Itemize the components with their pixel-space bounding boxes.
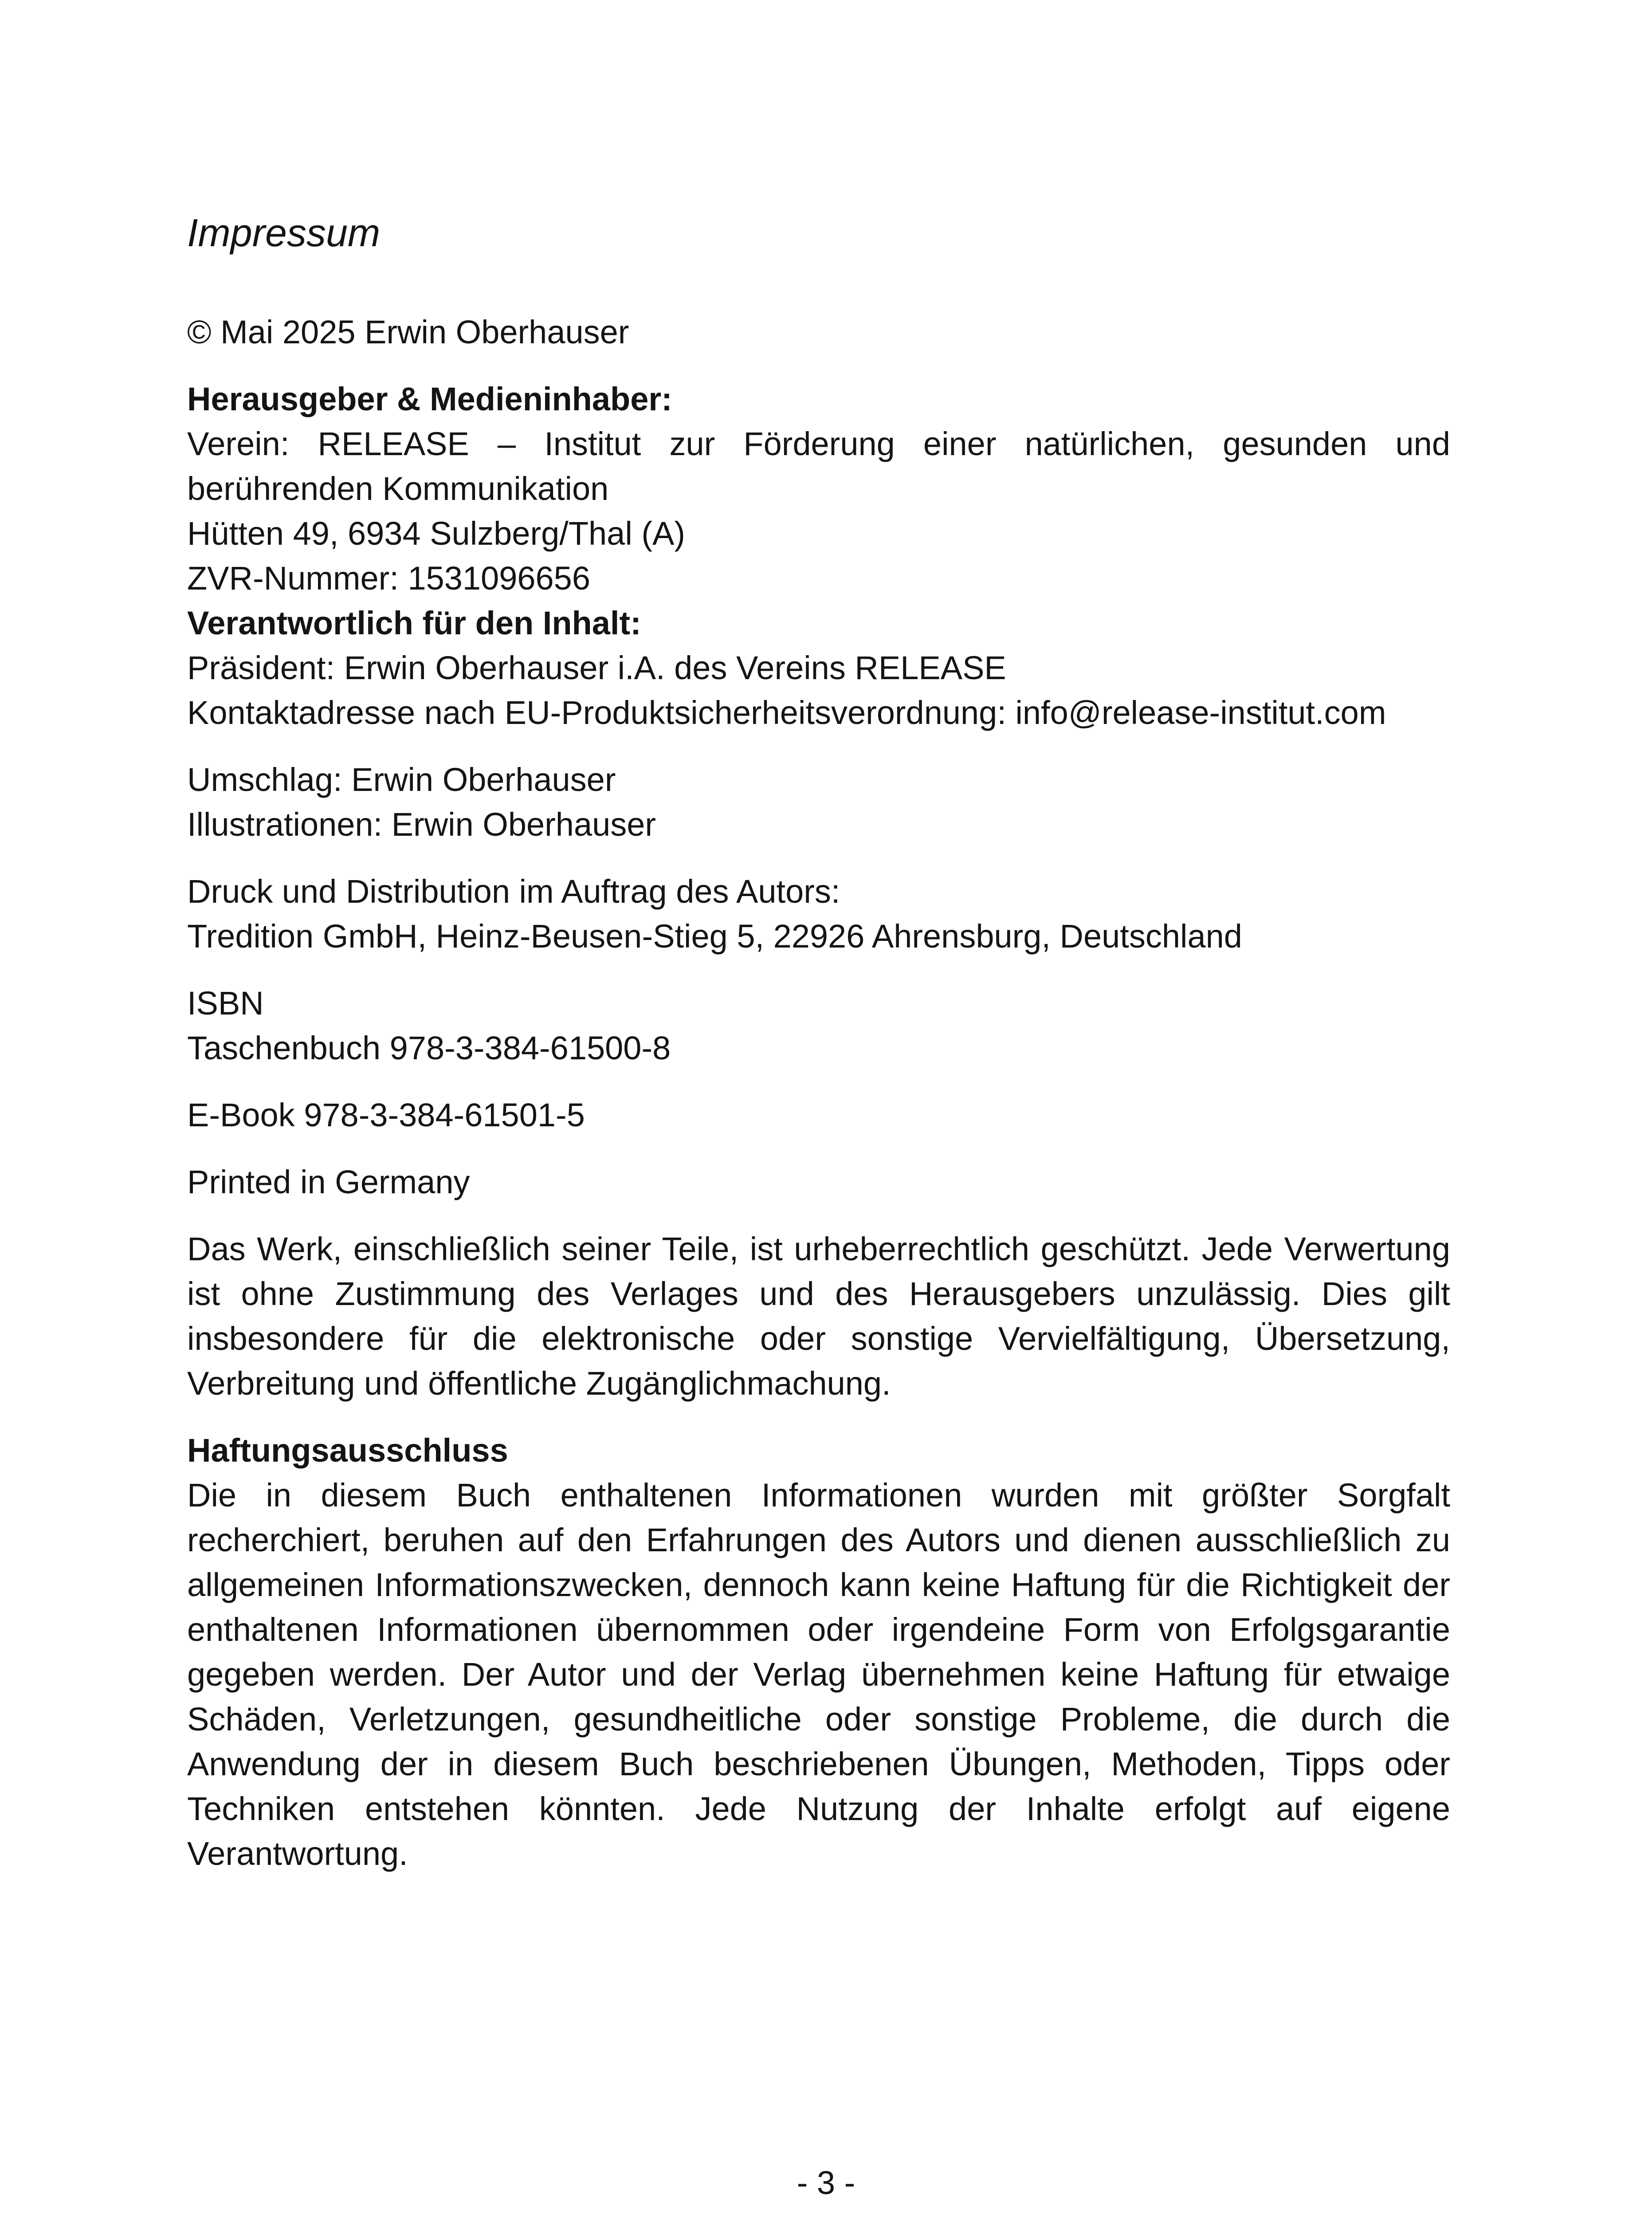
isbn-ebook: E-Book 978-3-384-61501-5: [187, 1097, 585, 1133]
imprint-page: [187, 208, 1450, 1898]
printing-block: [187, 869, 1450, 959]
responsible-contact: Kontaktadresse nach EU-Produktsicherheitsverordnung: info@release-institut.com: [187, 694, 1386, 731]
isbn-paperback: Taschenbuch 978-3-384-61500-8: [187, 1030, 671, 1066]
publisher-address: Hütten 49, 6934 Sulzberg/Thal (A): [187, 515, 685, 552]
printing-company: Tredition GmbH, Heinz-Beusen-Stieg 5, 22926 Ahrensburg, Deutschland: [187, 918, 1242, 955]
copyright-notice-block: [187, 1227, 1450, 1406]
responsible-president: Präsident: Erwin Oberhauser i.A. des Vereins RELEASE: [187, 649, 1006, 686]
credits-block: [187, 757, 1450, 847]
publisher-zvr: ZVR-Nummer: 1531096656: [187, 560, 590, 597]
printing-label: Druck und Distribution im Auftrag des Autors:: [187, 873, 840, 910]
copyright-block: [187, 310, 1450, 354]
copyright-notice: Das Werk, einschließlich seiner Teile, ist urheberrechtlich geschützt. Jede Verwertung ist ohne Zustimmung des Verlages und des Herausgebers unzulässig. Dies gilt insbesondere für die elektronische oder sonstige Vervielfältigung, Übersetzung, Verbreitung und öffentliche Zugänglichmachung.: [187, 1231, 1450, 1402]
printed-in: Printed in Germany: [187, 1164, 470, 1200]
copyright-line: © Mai 2025 Erwin Oberhauser: [187, 314, 629, 350]
credits-cover: Umschlag: Erwin Oberhauser: [187, 761, 616, 798]
disclaimer-heading: Haftungsausschluss: [187, 1432, 508, 1469]
isbn-label: ISBN: [187, 985, 264, 1022]
ebook-block: [187, 1093, 1450, 1137]
responsible-heading: Verantwortlich für den Inhalt:: [187, 605, 641, 641]
disclaimer-text: Die in diesem Buch enthaltenen Informationen wurden mit größter Sorgfalt recherchiert, beruhen auf den Erfahrungen des Autors und dienen ausschließlich zu allgemeinen Informationszwecken, dennoch kann keine Haftung für die Richtigkeit der enthaltenen Informationen übernommen oder irgendeine Form von Erfolgsgarantie gegeben werden. Der Autor und der Verlag übernehmen keine Haftung für etwaige Schäden, Verletzungen, gesundheitliche oder sonstige Probleme, die durch die Anwendung der in diesem Buch beschriebenen Übungen, Methoden, Tipps oder Techniken entstehen könnten. Jede Nutzung der Inhalte erfolgt auf eigene Verantwortung.: [187, 1477, 1450, 1872]
isbn-block: [187, 981, 1450, 1070]
credits-illustrations: Illustrationen: Erwin Oberhauser: [187, 806, 656, 843]
page-number: - 3 -: [797, 2164, 855, 2201]
printed-in-block: [187, 1160, 1450, 1204]
publisher-block: [187, 377, 1450, 735]
publisher-heading: Herausgeber & Medieninhaber:: [187, 381, 672, 417]
disclaimer-block: [187, 1428, 1450, 1876]
page-title: Impressum: [187, 211, 381, 255]
publisher-association: Verein: RELEASE – Institut zur Förderung einer natürlichen, gesunden und berührenden Kommunikation: [187, 425, 1450, 507]
